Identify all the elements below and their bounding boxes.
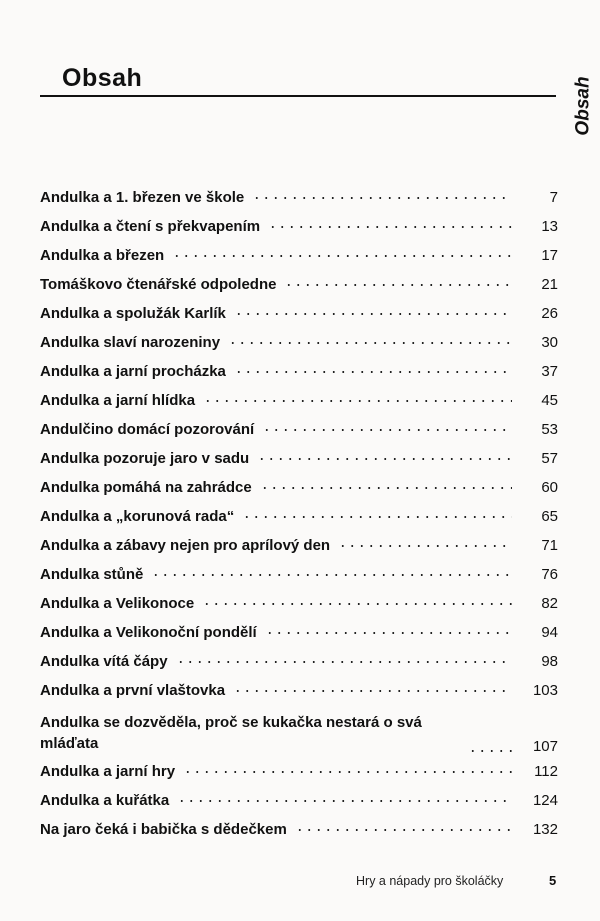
toc-entry-page: 103 xyxy=(532,682,558,699)
toc-entry[interactable] xyxy=(40,419,558,448)
dot-leader xyxy=(233,680,512,695)
page-title: Obsah xyxy=(62,64,143,92)
side-tab-label: Obsah xyxy=(573,76,594,136)
toc-entry-title: Andulka a zábavy nejen pro aprílový den xyxy=(40,537,331,554)
dot-leader xyxy=(295,819,512,834)
toc-entry-title: Andulka pomáhá na zahrádce xyxy=(40,479,252,496)
toc-entry-page: 107 xyxy=(532,738,558,755)
toc-entry-title: Andulka a „korunová rada“ xyxy=(40,508,235,525)
dot-leader xyxy=(177,790,512,805)
heading-rule xyxy=(40,95,556,97)
toc-entry[interactable] xyxy=(40,680,558,709)
dot-leader xyxy=(242,506,512,521)
toc-entry-title: Andulka a Velikonoční pondělí xyxy=(40,624,257,641)
dot-leader xyxy=(468,740,512,755)
side-tab xyxy=(573,66,595,146)
toc-entry[interactable] xyxy=(40,761,558,790)
dot-leader xyxy=(176,651,512,666)
toc-entry[interactable] xyxy=(40,187,558,216)
toc-entry-page: 132 xyxy=(532,821,558,838)
toc-entry[interactable] xyxy=(40,361,558,390)
toc-entry[interactable] xyxy=(40,390,558,419)
toc-entry[interactable] xyxy=(40,506,558,535)
toc-entry-title: Andulka a 1. březen ve škole xyxy=(40,189,245,206)
toc-entry-title: Tomáškovo čtenářské odpoledne xyxy=(40,276,277,293)
toc-entry-page: 112 xyxy=(534,763,558,780)
toc-entry-page: 124 xyxy=(532,792,558,809)
dot-leader xyxy=(284,274,512,289)
toc-entry-title: Na jaro čeká i babička s dědečkem xyxy=(40,821,287,838)
dot-leader xyxy=(262,419,512,434)
toc-entry-page: 82 xyxy=(541,595,558,612)
toc-entry[interactable] xyxy=(40,332,558,361)
toc-entry[interactable] xyxy=(40,790,558,819)
dot-leader xyxy=(260,477,512,492)
dot-leader xyxy=(228,332,512,347)
toc-entry-title: Andulka a první vlaštovka xyxy=(40,682,226,699)
toc-entry-title: Andulka a jarní hlídka xyxy=(40,392,196,409)
toc-entry-title: Andulka se dozvěděla, proč se kukačka nestará o svá mláďata xyxy=(40,713,422,753)
toc-entry[interactable] xyxy=(40,564,558,593)
toc-entry[interactable] xyxy=(40,593,558,622)
toc-entry-page: 76 xyxy=(541,566,558,583)
toc-entry-page: 53 xyxy=(541,421,558,438)
dot-leader xyxy=(252,187,512,202)
dot-leader xyxy=(202,593,512,608)
toc-entry-title: Andulka a kuřátka xyxy=(40,792,170,809)
toc-entry-page: 94 xyxy=(541,624,558,641)
toc-entry-title: Andulka a Velikonoce xyxy=(40,595,195,612)
toc-entry-title: Andulka a spolužák Karlík xyxy=(40,305,226,322)
toc-entry-page: 60 xyxy=(541,479,558,496)
dot-leader xyxy=(268,216,512,231)
toc-entry[interactable] xyxy=(40,216,558,245)
toc-entry[interactable] xyxy=(40,477,558,506)
toc-entry-page: 7 xyxy=(549,189,558,206)
toc-entry[interactable] xyxy=(40,819,558,848)
dot-leader xyxy=(203,390,512,405)
toc-entry-title: Andulka stůně xyxy=(40,566,144,583)
toc-entry[interactable] xyxy=(40,535,558,564)
dot-leader xyxy=(234,303,512,318)
toc-entry[interactable] xyxy=(40,274,558,303)
toc-entry-title: Andulka a březen xyxy=(40,247,165,264)
toc-entry[interactable] xyxy=(40,651,558,680)
toc-entry-title: Andulka a jarní hry xyxy=(40,763,176,780)
toc-entry[interactable] xyxy=(40,709,558,761)
toc-entry-page: 65 xyxy=(541,508,558,525)
dot-leader xyxy=(338,535,512,550)
footer-book-title: Hry a nápady pro školáčky xyxy=(356,874,504,888)
toc-entry[interactable] xyxy=(40,622,558,651)
toc-entry-page: 57 xyxy=(541,450,558,467)
toc-entry-title: Andulka vítá čápy xyxy=(40,653,168,670)
table-of-contents xyxy=(40,187,558,848)
toc-entry[interactable] xyxy=(40,448,558,477)
toc-entry-title: Andulka a čtení s překvapením xyxy=(40,218,261,235)
toc-entry-page: 13 xyxy=(541,218,558,235)
dot-leader xyxy=(265,622,512,637)
toc-entry-title: Andulka a jarní procházka xyxy=(40,363,226,380)
toc-entry-page: 30 xyxy=(541,334,558,351)
toc-entry-title: Andulka pozoruje jaro v sadu xyxy=(40,450,250,467)
dot-leader xyxy=(151,564,512,579)
toc-entry[interactable] xyxy=(40,245,558,274)
toc-entry-page: 17 xyxy=(541,247,558,264)
toc-entry-page: 21 xyxy=(541,276,558,293)
dot-leader xyxy=(183,761,512,776)
toc-entry-title: Andulčino domácí pozorování xyxy=(40,421,255,438)
dot-leader xyxy=(234,361,512,376)
toc-entry-page: 98 xyxy=(541,653,558,670)
dot-leader xyxy=(257,448,512,463)
toc-entry-page: 71 xyxy=(541,537,558,554)
footer-page-number: 5 xyxy=(549,873,557,888)
toc-entry-page: 37 xyxy=(541,363,558,380)
dot-leader xyxy=(172,245,512,260)
toc-entry-page: 26 xyxy=(541,305,558,322)
toc-entry-page: 45 xyxy=(541,392,558,409)
toc-entry-title: Andulka slaví narozeniny xyxy=(40,334,221,351)
toc-entry[interactable] xyxy=(40,303,558,332)
